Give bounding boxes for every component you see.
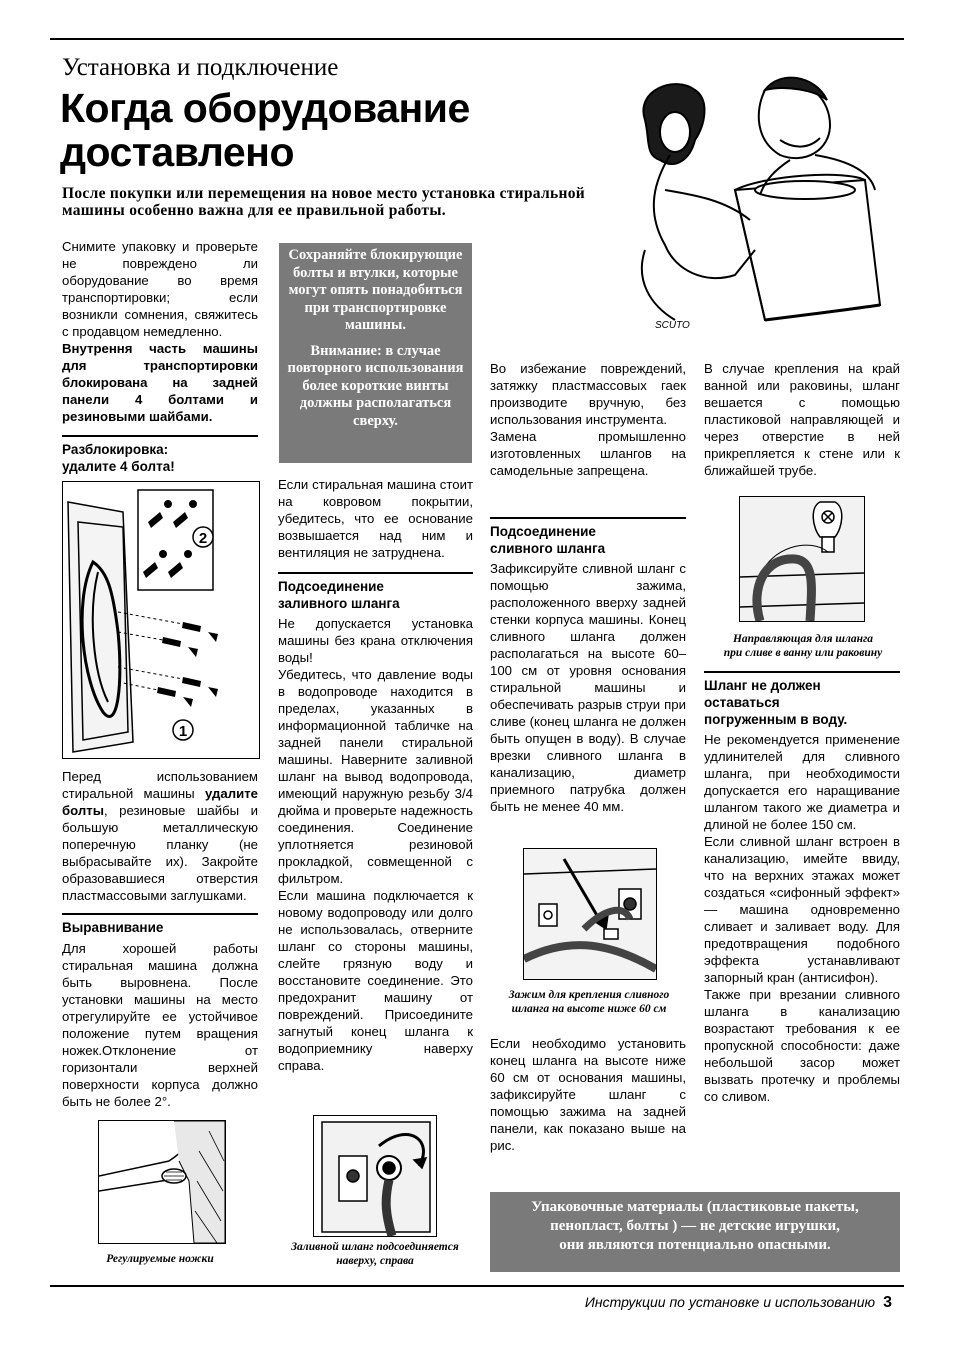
col4-paragraph-3: Если сливной шланг встроен в канализацию, имейте ввиду, что на верхних этажах может создаться «сифонный эффект» — машина одновременно сливает и заливает воду. Для предотвращения подобного эффекта устанавливают запорный кран (антисифон). bbox=[704, 834, 900, 985]
col2-caption-inlet bbox=[270, 1240, 480, 1268]
bolts-figure bbox=[62, 481, 260, 759]
top-rule bbox=[50, 38, 904, 40]
col2-caption-line1: Заливной шланг подсоединяется bbox=[291, 1241, 459, 1253]
packaging-warning-box bbox=[490, 1192, 900, 1272]
col4-paragraph-1: В случае крепления на край ванной или раковины, шланг вешается с помощью пластиковой направляющей и через отверстие в ней прикрепляется к стене или к ближайшей трубе. bbox=[704, 361, 900, 478]
column-3-top bbox=[490, 360, 686, 479]
page-title bbox=[60, 86, 470, 174]
column-1 bbox=[62, 238, 258, 425]
col4-heading-line3: погруженным в воду. bbox=[704, 712, 848, 727]
col3-heading-drain-line2: сливного шланга bbox=[490, 541, 606, 556]
keep-bolts-box bbox=[279, 243, 472, 463]
col2-heading-inlet bbox=[278, 578, 473, 612]
column-2-body bbox=[278, 615, 473, 1074]
col1-leveling-text bbox=[62, 940, 258, 1110]
col4-heading-submerged bbox=[704, 677, 900, 728]
col2-paragraph-3: Убедитесь, что давление воды в водопроводе находится в пределах, указанных в информационной табличке на задней панели стиральной машины. Наверните заливной шланг на вывод водопровода, имеющий наружную резьбу 3/4 дюйма и проверьте надежность соединения. Соединение уплотняется резиновой прокладкой, совмещенной с фильтром. bbox=[278, 667, 473, 886]
col1-heading-unlock-line2: удалите 4 болта! bbox=[62, 459, 175, 474]
title-line-1: Когда оборудование bbox=[60, 85, 470, 131]
feet-figure bbox=[98, 1120, 226, 1244]
col4-rule-1 bbox=[704, 671, 900, 673]
col1-heading-unlock bbox=[62, 441, 258, 475]
page-number: 3 bbox=[883, 1294, 892, 1311]
col1-paragraph-1: Снимите упаковку и проверьте не повреждено ли оборудование во время транспортировки; если возникли сомнения, свяжитесь с продавцом немедленно. bbox=[62, 239, 258, 339]
lead-paragraph: После покупки или перемещения на новое место установка стиральной машины особенно важна для ее правильной работы. bbox=[62, 185, 585, 219]
col4-heading-line2: оставаться bbox=[704, 695, 780, 710]
col1-p3-start: Перед использованием стиральной машины bbox=[62, 769, 258, 801]
bottom-rule bbox=[50, 1285, 904, 1287]
inlet-hose-figure bbox=[313, 1115, 437, 1237]
col3-paragraph-2: Замена промышленно изготовленных шлангов на самодельные запрещена. bbox=[490, 429, 686, 478]
col2-paragraph-4: Если машина подключается к новому водопроводу или долго не использовалась, отверните шланг со стороны машины, слейте грязную воду и восстановите соединение. Это предохранит машину от повреждений. Присоедините загнутый конец шланга к водоприемнику наверху справа. bbox=[278, 888, 473, 1073]
col1-p3-bold: удалите болты bbox=[62, 786, 258, 818]
col4-caption-guide bbox=[698, 632, 908, 660]
column-3-body bbox=[490, 560, 686, 815]
col2-heading-inlet-line1: Подсоединение bbox=[278, 579, 384, 594]
col2-caption-line2: наверху, справа bbox=[336, 1255, 414, 1267]
col1-rule-2 bbox=[62, 913, 258, 915]
warning-line-3: они являются потенциально опасными. bbox=[559, 1237, 831, 1253]
drain-clip-figure bbox=[523, 848, 657, 980]
column-3-bottom bbox=[490, 1035, 686, 1154]
col1-heading-leveling: Выравнивание bbox=[62, 920, 164, 935]
column-2-top bbox=[278, 476, 473, 561]
col4-paragraph-2: Не рекомендуется применение удлинителей для сливного шланга, при необходимости допускается его наращивание шлангом такого же диаметра и длиной не более 150 см. bbox=[704, 732, 900, 832]
couple-illustration bbox=[615, 70, 895, 350]
col1-rule-1 bbox=[62, 435, 258, 437]
col4-caption-line2: при сливе в ванну или раковину bbox=[723, 647, 883, 659]
col4-caption-line1: Направляющая для шланга bbox=[732, 633, 874, 645]
col3-paragraph-3: Зафиксируйте сливной шланг с помощью зажима, расположенного вверху задней стенки корпуса машины. Конец сливного шланга должен располагаться на высоте 60–100 см от уровня основания стиральной машины и обеспечивать разрыв струи при сливе (конец шланга не должен быть опущен в воду). В случае врезки сливного шланга в канализацию, диаметр приемного патрубка должен быть не менее 40 мм. bbox=[490, 561, 686, 814]
col3-caption-clip bbox=[484, 988, 694, 1016]
col4-paragraph-4: Также при врезании сливного шланга в канализацию возрастают требования к ее пропускной способности: даже небольшой засор может вызвать протечку и проблемы со сливом. bbox=[704, 987, 900, 1104]
col3-paragraph-1: Во избежание повреждений, затяжку пластмассовых гаек производите вручную, без использования инструмента. bbox=[490, 361, 686, 427]
col1-caption-feet: Регулируемые ножки bbox=[106, 1253, 214, 1265]
col3-heading-drain bbox=[490, 523, 686, 557]
col2-paragraph-1: Если стиральная машина стоит на ковровом покрытии, убедитесь, что ее основание возвышается над ним и вентиляция не затруднена. bbox=[278, 477, 473, 560]
illustration-signature: SCUTO bbox=[655, 320, 690, 331]
keep-bolts-text: Сохраняйте блокирующие болты и втулки, которые могут опять понадобиться при транспортировке машины. bbox=[288, 247, 463, 333]
column-4-body bbox=[704, 731, 900, 1105]
col1-paragraph-4: Для хорошей работы стиральная машина должна быть выровнена. После установки машины на место отрегулируйте ее устойчивое положение путем вращения ножек.Отклонение от горизонтали верхней поверхности корпуса должно быть не более 2°. bbox=[62, 941, 258, 1109]
hose-guide-figure bbox=[739, 496, 865, 622]
col3-rule-1 bbox=[490, 517, 686, 519]
section-title: Установка и подключение bbox=[62, 54, 339, 81]
warning-line-2: пенопласт, болты ) — не детские игрушки, bbox=[550, 1218, 840, 1234]
column-4-top bbox=[704, 360, 900, 479]
keep-bolts-warning: Внимание: в случае повторного использования более короткие винты должны располагаться сверху. bbox=[287, 342, 464, 429]
col4-heading-line1: Шланг не должен bbox=[704, 678, 821, 693]
col1-p3-end: , резиновые шайбы и большую металлическую поперечную планку (не выбрасывайте их). Закройте образовавшиеся отверстия пластмассовыми заглушками. bbox=[62, 803, 258, 903]
col3-paragraph-4: Если необходимо установить конец шланга на высоте ниже 60 см от основания машины, зафиксируйте шланг с помощью зажима на задней панели, как показано выше на рис. bbox=[490, 1036, 686, 1153]
col1-paragraph-2: Внутрення часть машины для транспортировки блокирована на задней панели 4 болтами и резиновыми шайбами. bbox=[62, 341, 258, 424]
col3-caption-line2: шланга на высоте ниже 60 см bbox=[511, 1003, 667, 1015]
col3-caption-line1: Зажим для крепления сливного bbox=[508, 989, 670, 1001]
figure-label-1: 1 bbox=[178, 723, 188, 740]
col1-paragraph-3 bbox=[62, 768, 258, 904]
col3-heading-drain-line1: Подсоединение bbox=[490, 524, 596, 539]
title-line-2: доставлено bbox=[60, 129, 294, 175]
figure-label-2: 2 bbox=[198, 530, 208, 547]
col2-rule-1 bbox=[278, 572, 473, 574]
warning-line-1: Упаковочные материалы (пластиковые пакеты, bbox=[531, 1199, 859, 1215]
col1-heading-unlock-line1: Разблокировка: bbox=[62, 442, 169, 457]
col1-remove-bolts-text bbox=[62, 768, 258, 904]
page-footer bbox=[585, 1294, 892, 1312]
col2-paragraph-2: Не допускается установка машины без крана отключения воды! bbox=[278, 616, 473, 665]
col2-heading-inlet-line2: заливного шланга bbox=[278, 596, 400, 611]
footer-text: Инструкции по установке и использованию bbox=[584, 1294, 876, 1310]
